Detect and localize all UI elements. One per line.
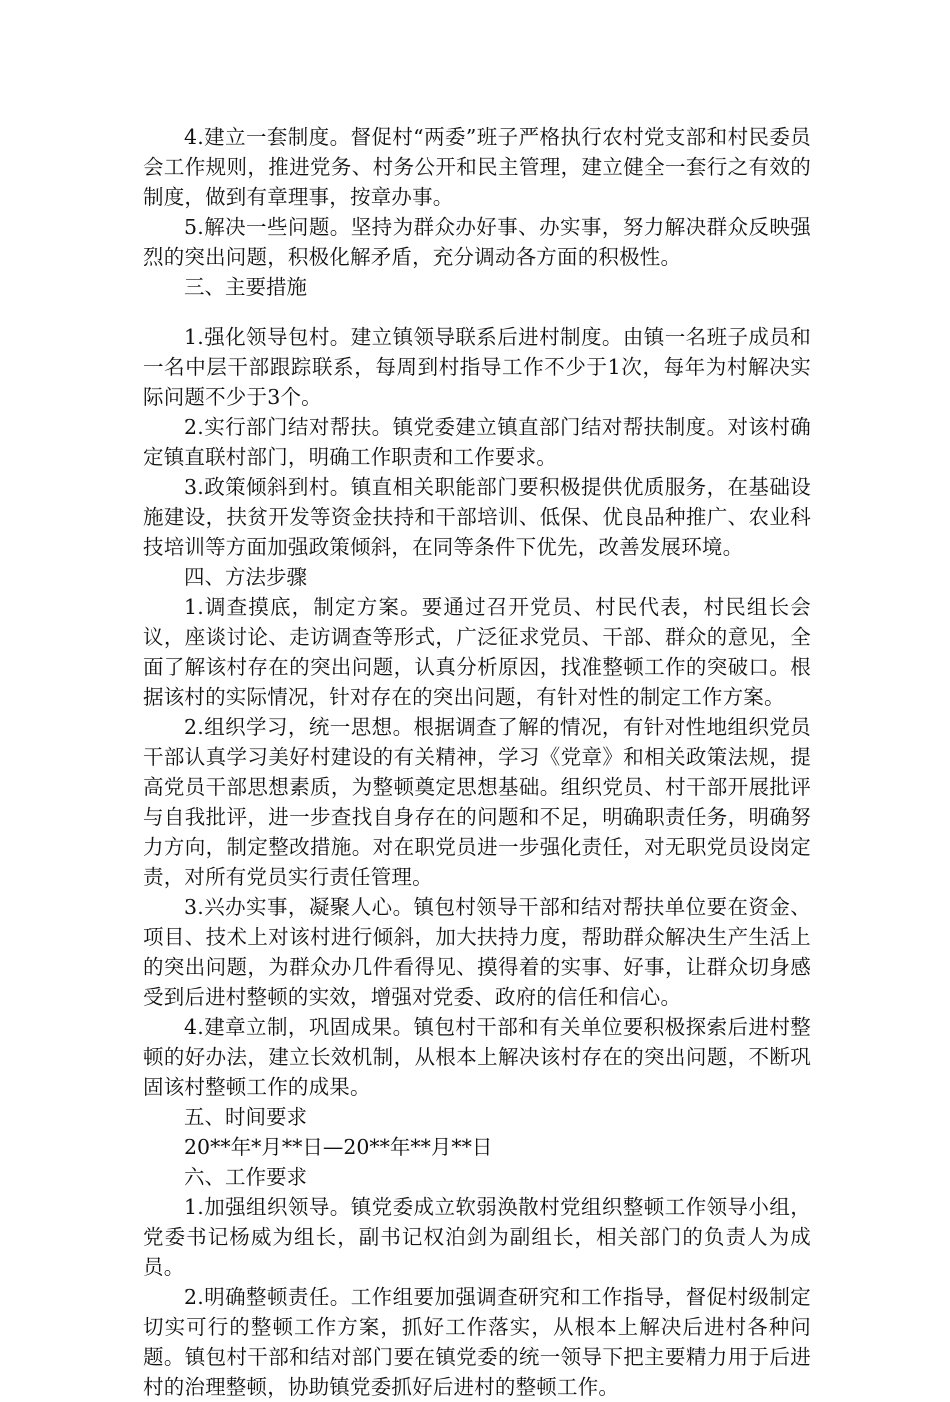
- paragraph-practical-work: 3.兴办实事，凝聚人心。镇包村领导干部和结对帮扶单位要在资金、项目、技术上对该村进行倾斜，加大扶持力度，帮助群众解决生产生活上的突出问题，为群众办几件看得见、摸得着的实事、好事，让群众切身感受到后进村整顿的实效，增强对党委、政府的信任和信心。: [143, 895, 811, 1009]
- paragraph-study: 2.组织学习，统一思想。根据调查了解的情况，有针对性地组织党员干部认真学习美好村建设的有关精神，学习《党章》和相关政策法规，提高党员干部思想素质，为整顿奠定思想基础。组织党员、村干部开展批评与自我批评，进一步查找自身存在的问题和不足，明确职责任务，明确努力方向，制定整改措施。对在职党员进一步强化责任，对无职党员设岗定责，对所有党员实行责任管理。: [143, 715, 811, 889]
- paragraph-solve-problems: 5.解决一些问题。坚持为群众办好事、办实事，努力解决群众反映强烈的突出问题，积极化解矛盾，充分调动各方面的积极性。: [143, 215, 811, 269]
- blank-line: [143, 302, 811, 322]
- section-heading-method-steps: 四、方法步骤: [184, 565, 307, 589]
- paragraph-organization: 1.加强组织领导。镇党委成立软弱涣散村党组织整顿工作领导小组，党委书记杨威为组长，副书记权泊剑为副组长，相关部门的负责人为成员。: [143, 1195, 811, 1279]
- date-range: 20**年*月**日—20**年**月**日: [184, 1135, 493, 1159]
- paragraph-department-pairing: 2.实行部门结对帮扶。镇党委建立镇直部门结对帮扶制度。对该村确定镇直联村部门，明确工作职责和工作要求。: [143, 415, 811, 469]
- section-heading-main-measures: 三、主要措施: [184, 275, 307, 299]
- paragraph-responsibility: 2.明确整顿责任。工作组要加强调查研究和工作指导，督促村级制定切实可行的整顿工作方案，抓好工作落实，从根本上解决后进村各种问题。镇包村干部和结对部门要在镇党委的统一领导下把主要精力用于后进村的治理整顿，协助镇党委抓好后进村的整顿工作。: [143, 1285, 811, 1399]
- paragraph-policy-tilt: 3.政策倾斜到村。镇直相关职能部门要积极提供优质服务，在基础设施建设，扶贫开发等资金扶持和干部培训、低保、优良品种推广、农业科技培训等方面加强政策倾斜，在同等条件下优先，改善发展环境。: [143, 475, 811, 559]
- paragraph-investigation: 1.调查摸底，制定方案。要通过召开党员、村民代表，村民组长会议，座谈讨论、走访调查等形式，广泛征求党员、干部、群众的意见，全面了解该村存在的突出问题，认真分析原因，找准整顿工作的突破口。根据该村的实际情况，针对存在的突出问题，有针对性的制定工作方案。: [143, 595, 811, 709]
- paragraph-leadership-village: 1.强化领导包村。建立镇领导联系后进村制度。由镇一名班子成员和一名中层干部跟踪联系，每周到村指导工作不少于1次，每年为村解决实际问题不少于3个。: [143, 325, 811, 409]
- section-heading-time-requirement: 五、时间要求: [184, 1105, 307, 1129]
- paragraph-establish-system: 4.建立一套制度。督促村“两委”班子严格执行农村党支部和村民委员会工作规则，推进党务、村务公开和民主管理，建立健全一套行之有效的制度，做到有章理事，按章办事。: [143, 125, 811, 209]
- paragraph-consolidate: 4.建章立制，巩固成果。镇包村干部和有关单位要积极探索后进村整顿的好办法，建立长效机制，从根本上解决该村存在的突出问题，不断巩固该村整顿工作的成果。: [143, 1015, 811, 1099]
- section-heading-work-requirement: 六、工作要求: [184, 1165, 307, 1189]
- document-body: [143, 122, 811, 1402]
